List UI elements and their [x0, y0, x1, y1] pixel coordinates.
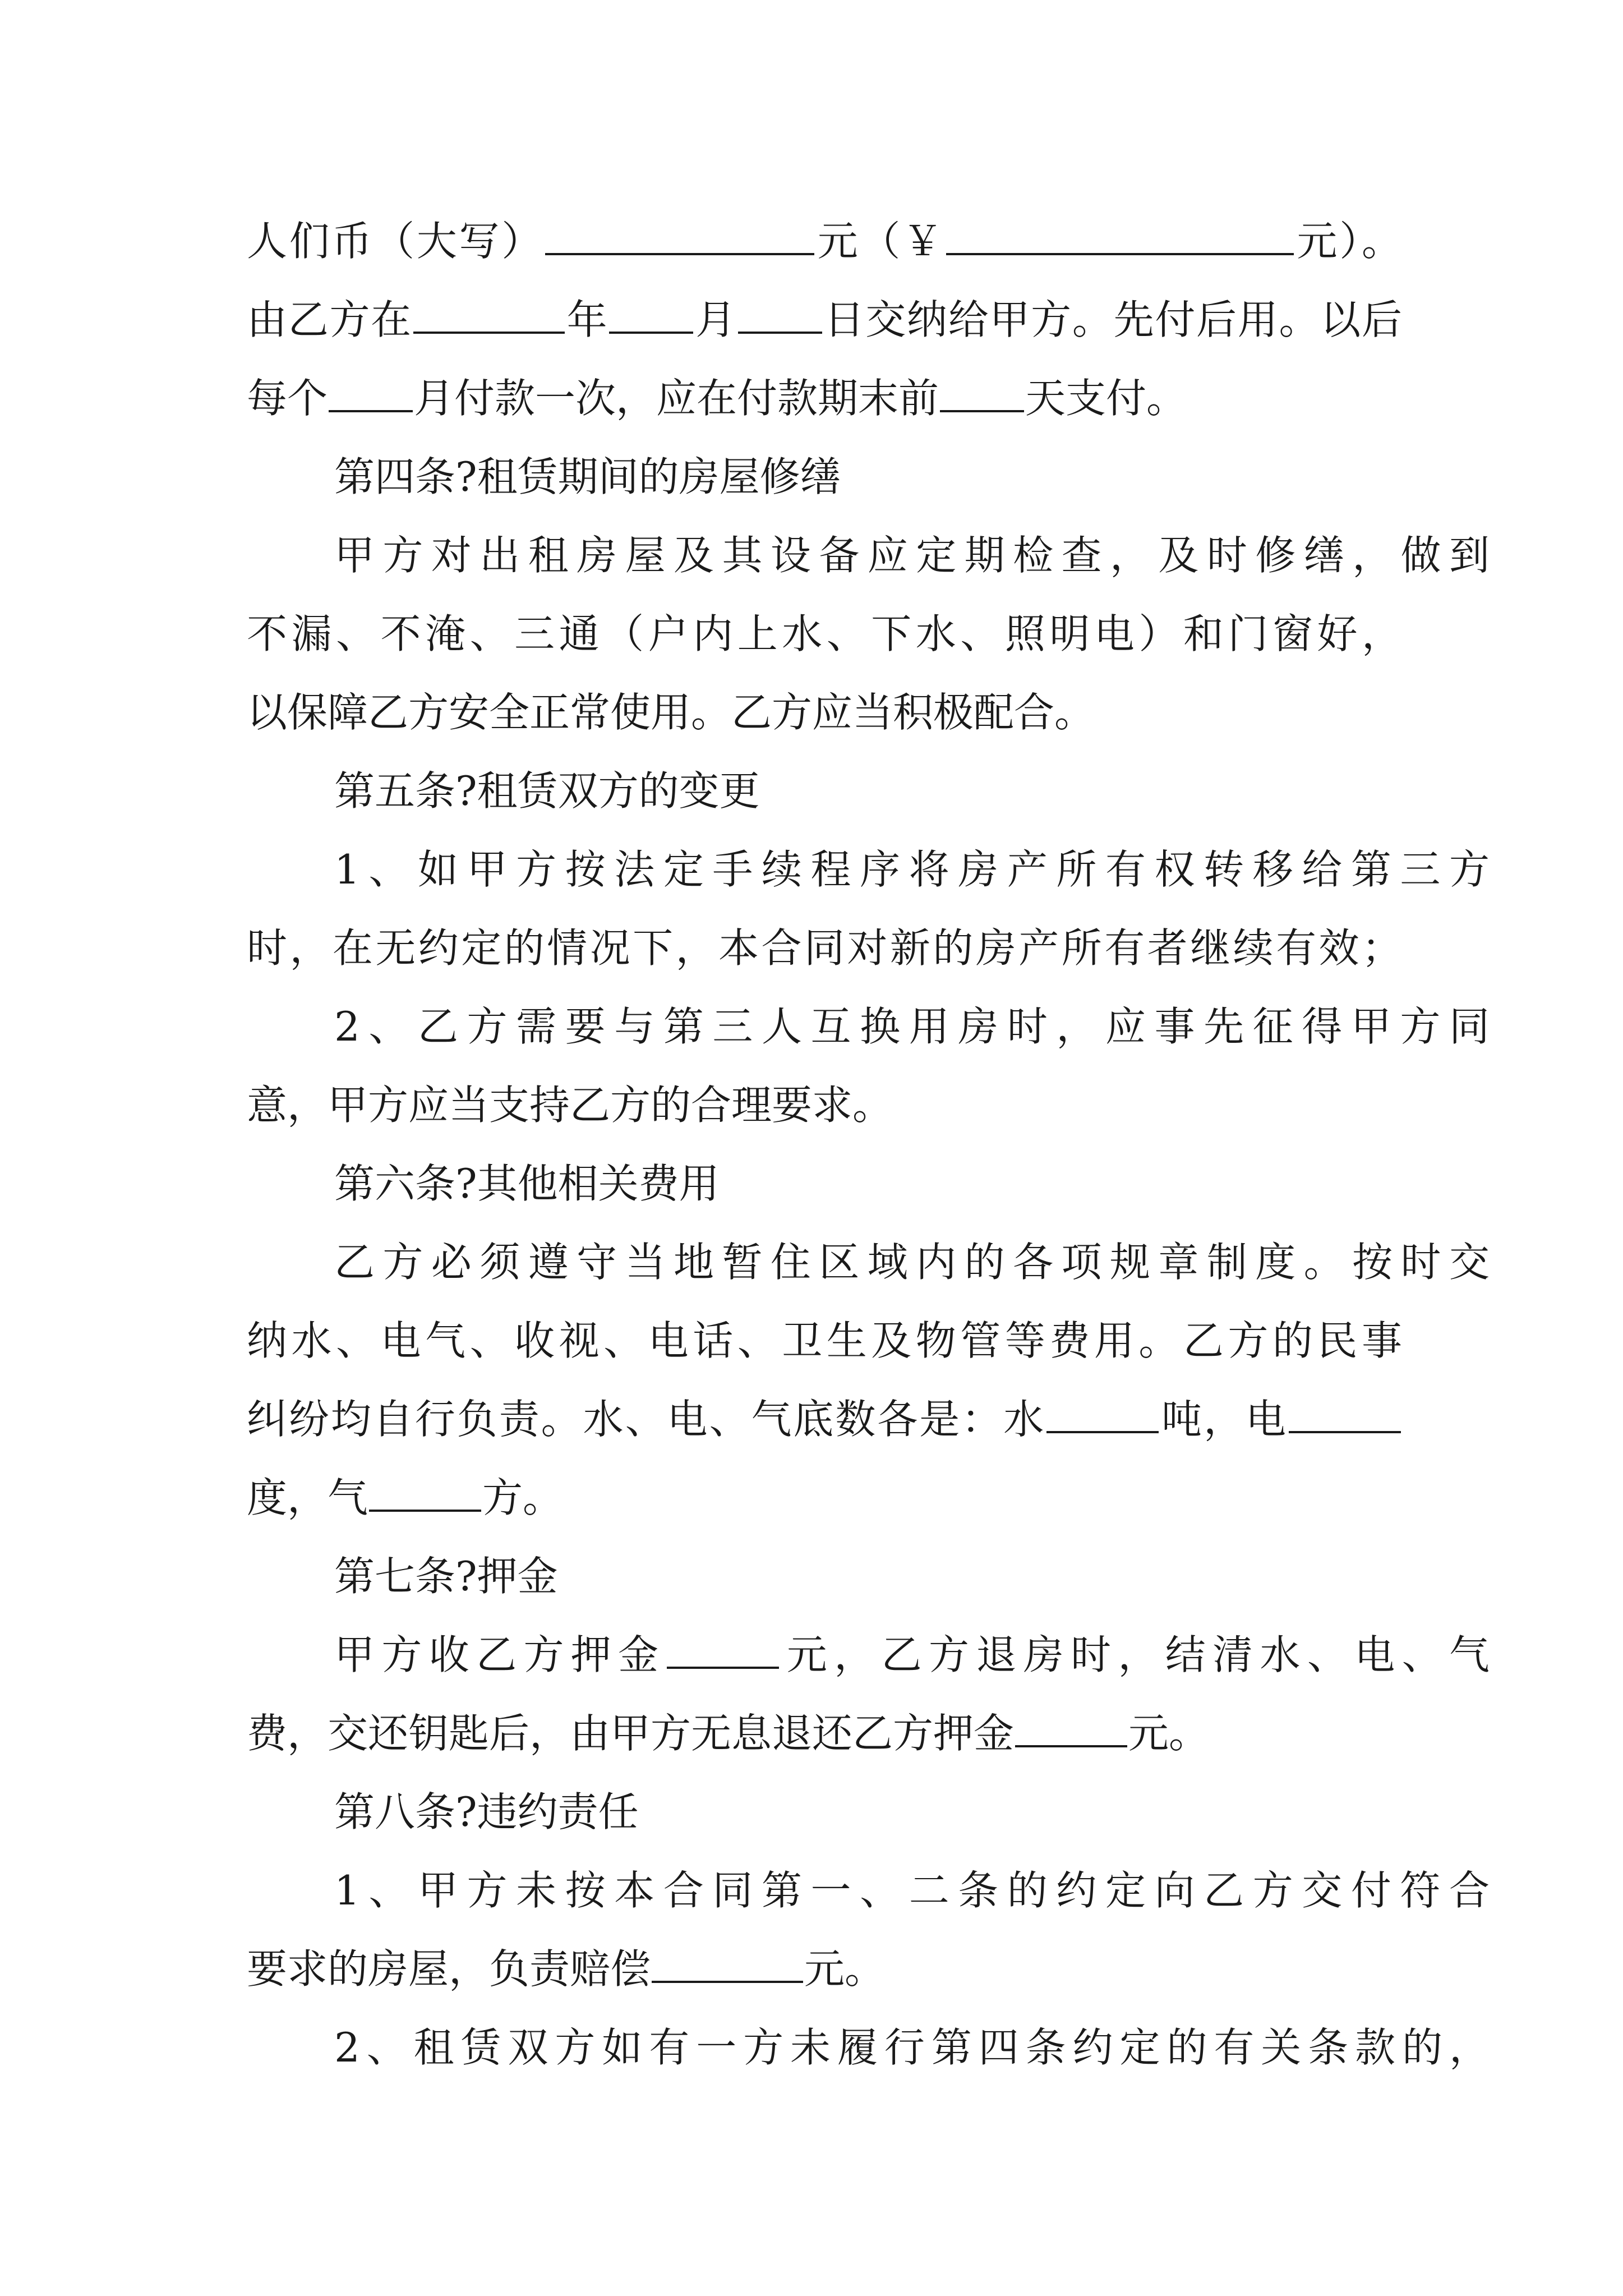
- blank-year: [413, 298, 565, 334]
- text-line-payment-cycle: 每个 月付款一次，应在付款期末前 天支付。: [247, 375, 1187, 422]
- text-line-payment-date: 由乙方在 年 月 日交纳给甲方。先付后用。以后: [247, 296, 1402, 343]
- article-heading-4: 第四条?租赁期间的房屋修缮: [334, 453, 841, 500]
- text-line: 纳水、电气、收视、电话、卫生及物管等费用。乙方的民事: [247, 1317, 1402, 1364]
- text-line-deposit: 甲方收乙方押金 元，乙方退房时，结清水、电、气: [334, 1631, 1490, 1678]
- blank-rent-number: [946, 219, 1294, 255]
- blank-compensation: [652, 1947, 803, 1983]
- text-line: 2、租赁双方如有一方未履行第四条约定的有关条款的，: [334, 2024, 1490, 2071]
- blank-days: [940, 376, 1024, 412]
- blank-deposit-amount: [667, 1633, 779, 1669]
- blank-water: [1046, 1397, 1159, 1433]
- article-heading-7: 第七条?押金: [334, 1553, 558, 1600]
- blank-rent-capital: [545, 219, 814, 255]
- text-line: 时，在无约定的情况下，本合同对新的房产所有者继续有效；: [247, 924, 1402, 972]
- blank-electricity: [1289, 1397, 1401, 1433]
- article-heading-8: 第八条?违约责任: [334, 1788, 639, 1835]
- text-line: 意，甲方应当支持乙方的合理要求。: [247, 1082, 893, 1129]
- text-line: 1、如甲方按法定手续程序将房产所有权转移给第三方: [334, 846, 1490, 893]
- text-line: 甲方对出租房屋及其设备应定期检查，及时修缮，做到: [334, 532, 1490, 579]
- article-heading-5: 第五条?租赁双方的变更: [334, 767, 760, 815]
- blank-day: [738, 298, 822, 334]
- text-line-utility-readings: 纠纷均自行负责。水、电、气底数各是：水 吨，电: [247, 1380, 1402, 1458]
- text-line: 2、乙方需要与第三人互换用房时，应事先征得甲方同: [334, 1003, 1490, 1050]
- text-line: 乙方必须遵守当地暂住区域内的各项规章制度。按时交: [334, 1239, 1490, 1286]
- blank-month: [609, 298, 693, 334]
- text-line: 不漏、不淹、三通（户内上水、下水、照明电）和门窗好，: [247, 610, 1402, 657]
- text-line-rent-amount: 人们币（大写） 元（￥ 元）。: [247, 218, 1402, 265]
- blank-months: [329, 376, 413, 412]
- blank-gas: [369, 1476, 481, 1512]
- blank-deposit-refund: [1015, 1711, 1127, 1747]
- text-line-compensation: 要求的房屋，负责赔偿 元。: [247, 1945, 886, 1993]
- text-line: 以保障乙方安全正常使用。乙方应当积极配合。: [247, 689, 1095, 736]
- text-line-gas-reading: 度，气 方。: [247, 1474, 564, 1521]
- article-heading-6: 第六条?其他相关费用: [334, 1160, 720, 1207]
- text-line: 1、甲方未按本合同第一、二条的约定向乙方交付符合: [334, 1867, 1490, 1914]
- text-line-deposit-refund: 费，交还钥匙后，由甲方无息退还乙方押金 元。: [247, 1710, 1210, 1757]
